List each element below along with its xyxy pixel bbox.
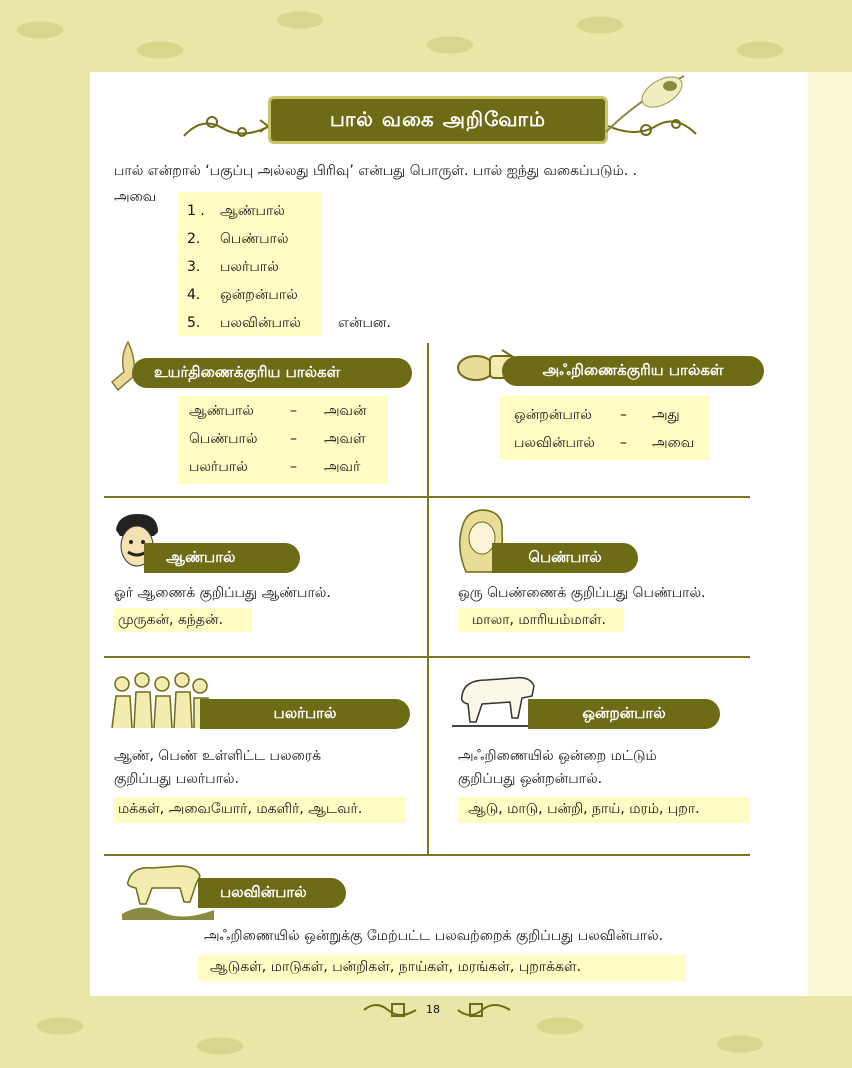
list-item: பலர்பால்	[220, 259, 279, 275]
gender-label: ஒன்றன்பால்	[514, 407, 592, 423]
grid-divider	[104, 854, 750, 856]
palarpaal-example: மக்கள், அவையோர், மகளிர், ஆடவர்.	[118, 801, 363, 817]
grid-divider-vertical	[427, 343, 429, 855]
palarpaal-heading: பலர்பால்	[200, 699, 410, 729]
grid-divider	[104, 656, 750, 658]
list-num: 1 .	[187, 203, 205, 219]
pronoun: அது	[652, 407, 680, 423]
footer-ornament-right	[456, 1000, 512, 1020]
list-item: ஆண்பால்	[220, 203, 285, 219]
dash: –	[290, 459, 297, 475]
penpaal-heading: பெண்பால்	[492, 543, 638, 573]
penpaal-example: மாலா, மாரியம்மாள்.	[472, 612, 607, 628]
gender-label: பலவின்பால்	[514, 435, 595, 451]
page-title: பால் வகை அறிவோம்	[268, 96, 608, 144]
list-num: 4.	[187, 287, 201, 303]
pronoun: அவள்	[324, 431, 366, 447]
bull-icon	[452, 666, 540, 732]
uyarthinai-heading: உயர்திணைக்குரிய பால்கள்	[132, 358, 412, 388]
onranpaal-heading: ஒன்றன்பால்	[528, 699, 720, 729]
list-item: ஒன்றன்பால்	[220, 287, 298, 303]
crowd-icon	[108, 670, 212, 730]
intro-line1: பால் என்றால் ‘பகுப்பு அல்லது பிரிவு’ என்பது பொருள். பால் ஐந்து வகைப்படும். .	[114, 163, 638, 179]
list-num: 5.	[187, 315, 201, 331]
list-item: பலவின்பால்	[220, 315, 301, 331]
palarpaal-desc-line1: ஆண், பெண் உள்ளிட்ட பலரைக்	[114, 748, 322, 764]
onranpaal-example: ஆடு, மாடு, பன்றி, நாய், மரம், புறா.	[468, 801, 700, 817]
onranpaal-desc-line1: அஃறிணையில் ஒன்றை மட்டும்	[458, 748, 657, 764]
palavinpaal-heading: பலவின்பால்	[198, 878, 346, 908]
peacock-feather-icon	[598, 70, 690, 136]
penpaal-desc: ஒரு பெண்ணைக் குறிப்பது பெண்பால்.	[458, 585, 706, 601]
palarpaal-desc-line2: குறிப்பது பலர்பால்.	[114, 771, 239, 787]
list-num: 3.	[187, 259, 201, 275]
left-vine-ornament	[182, 112, 274, 142]
grid-divider	[104, 496, 750, 498]
top-border	[0, 0, 852, 72]
list-item: பெண்பால்	[220, 231, 289, 247]
dash: –	[290, 431, 297, 447]
dash: –	[620, 435, 627, 451]
aanpaal-example: முருகன், கந்தன்.	[118, 612, 224, 628]
pronoun: அவன்	[324, 403, 367, 419]
footer-ornament-left	[362, 1000, 418, 1020]
intro-line2: அவை	[114, 189, 157, 205]
palavinpaal-desc: அஃறிணையில் ஒன்றுக்கு மேற்பட்ட பலவற்றைக் குறிப்பது பலவின்பால்.	[204, 928, 664, 944]
gender-label: ஆண்பால்	[189, 403, 254, 419]
onranpaal-desc-line2: குறிப்பது ஒன்றன்பால்.	[458, 771, 603, 787]
pronoun: அவர்	[324, 459, 361, 475]
ahrinai-heading: அஃறிணைக்குரிய பால்கள்	[502, 356, 764, 386]
dash: –	[620, 407, 627, 423]
pronoun: அவை	[652, 435, 695, 451]
palavinpaal-example: ஆடுகள், மாடுகள், பன்றிகள், நாய்கள், மரங்கள், புறாக்கள்.	[210, 959, 582, 975]
list-num: 2.	[187, 231, 201, 247]
list-suffix: என்பன.	[338, 315, 391, 331]
aanpaal-heading: ஆண்பால்	[144, 543, 300, 573]
right-margin	[808, 72, 852, 996]
aanpaal-desc: ஓர் ஆணைக் குறிப்பது ஆண்பால்.	[114, 585, 331, 601]
page-number: 18	[426, 1003, 440, 1016]
dash: –	[290, 403, 297, 419]
gender-label: பெண்பால்	[189, 431, 258, 447]
gender-label: பலர்பால்	[189, 459, 248, 475]
